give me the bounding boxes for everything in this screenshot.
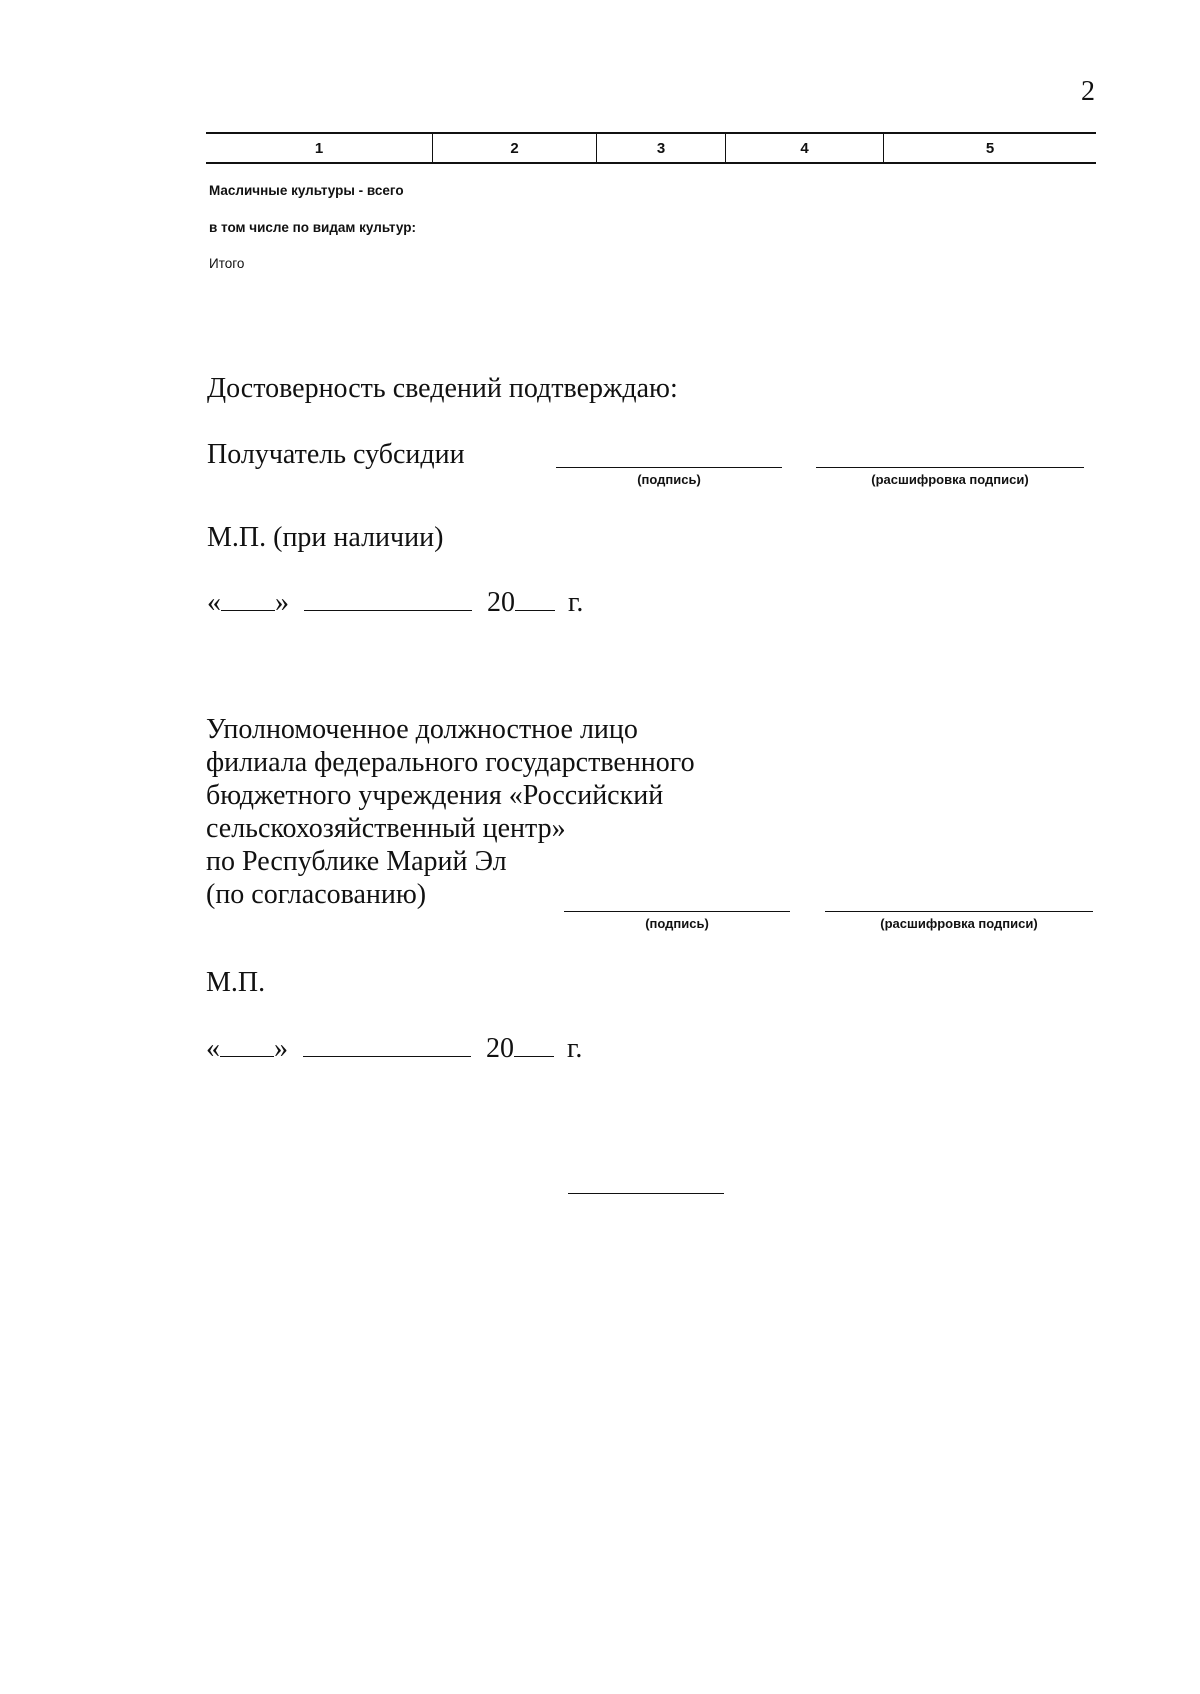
table-column-header: 2 <box>432 134 596 162</box>
recipient-label: Получатель субсидии <box>207 439 465 470</box>
date-close-quote: » <box>274 1033 288 1064</box>
date-year-blank[interactable] <box>514 1034 554 1057</box>
official-title <box>206 713 695 911</box>
table-column-header: 3 <box>596 134 725 162</box>
date-open-quote: « <box>207 587 221 618</box>
page-number: 2 <box>1081 76 1095 107</box>
official-decode-line[interactable] <box>825 911 1093 912</box>
table-column-header: 4 <box>725 134 883 162</box>
confirmation-heading: Достоверность сведений подтверждаю: <box>207 373 678 404</box>
official-title-line: по Республике Марий Эл <box>206 846 507 877</box>
stamp-label: М.П. (при наличии) <box>207 522 444 553</box>
official-title-line: Уполномоченное должностное лицо <box>206 714 638 745</box>
date-month-blank[interactable] <box>303 1034 471 1057</box>
table-row-label: Масличные культуры - всего <box>209 183 404 198</box>
date-close-quote: » <box>275 587 289 618</box>
table-row-label: в том числе по видам культур: <box>209 220 416 235</box>
official-title-line: филиала федерального государственного <box>206 747 695 778</box>
date-year-blank[interactable] <box>515 588 555 611</box>
official-title-line: (по согласованию) <box>206 879 427 910</box>
recipient-decode-line[interactable] <box>816 467 1084 468</box>
date-year-prefix: 20 <box>487 587 515 618</box>
decode-caption: (расшифровка подписи) <box>880 916 1038 931</box>
date-suffix: г. <box>568 587 584 618</box>
official-title-line: сельскохозяйственный центр» <box>206 813 566 844</box>
signature-caption: (подпись) <box>645 916 709 931</box>
official-title-line: бюджетного учреждения «Российский <box>206 780 664 811</box>
date-suffix: г. <box>567 1033 583 1064</box>
official-date-line <box>206 1032 582 1065</box>
date-day-blank[interactable] <box>220 1034 274 1057</box>
table-column-header: 1 <box>314 139 324 157</box>
official-signature-line[interactable] <box>564 911 790 912</box>
date-year-prefix: 20 <box>486 1033 514 1064</box>
date-open-quote: « <box>206 1033 220 1064</box>
signature-caption: (подпись) <box>637 472 701 487</box>
recipient-signature-line[interactable] <box>556 467 782 468</box>
decode-caption: (расшифровка подписи) <box>871 472 1029 487</box>
date-day-blank[interactable] <box>221 588 275 611</box>
table-header-row <box>206 132 1096 164</box>
end-separator-rule <box>568 1193 724 1194</box>
official-stamp-label: М.П. <box>206 967 266 998</box>
table-column-header: 5 <box>883 134 1096 162</box>
table-row-label: Итого <box>209 256 245 271</box>
date-month-blank[interactable] <box>304 588 472 611</box>
recipient-date-line <box>207 586 583 619</box>
